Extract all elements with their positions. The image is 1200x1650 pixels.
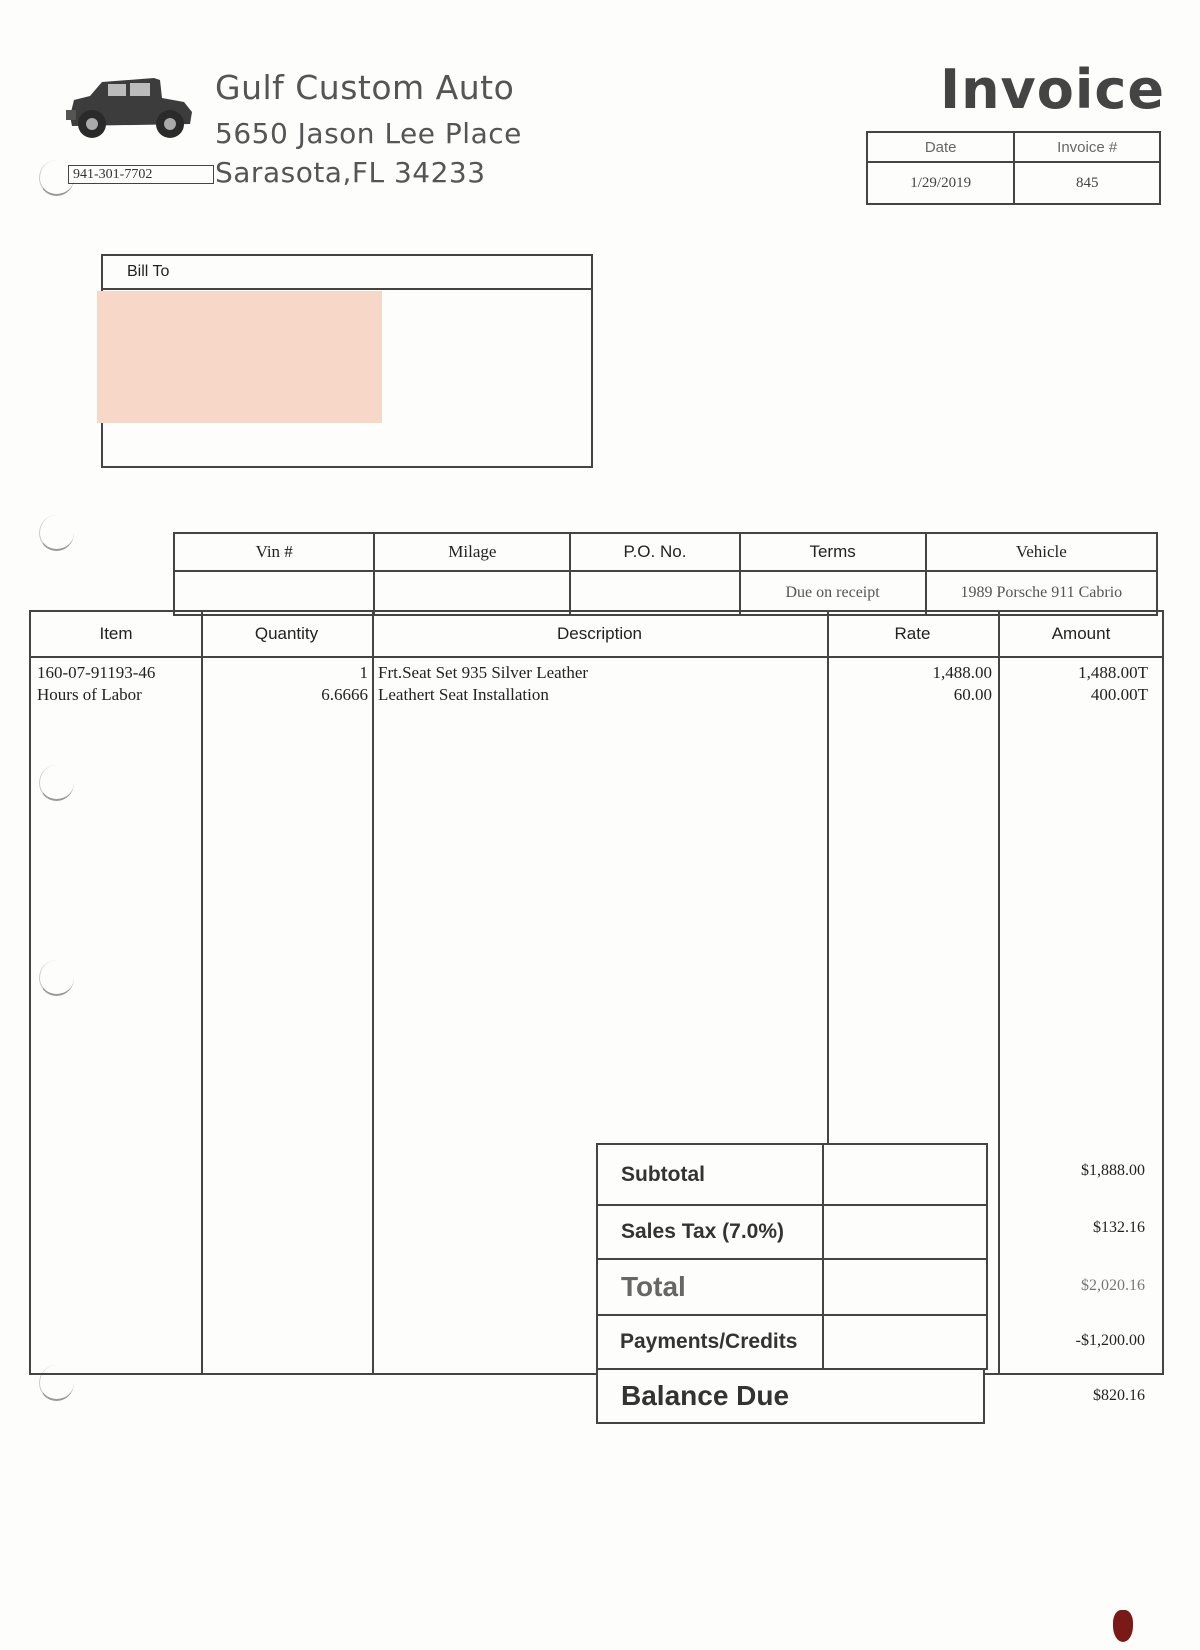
subtotal-row (596, 1143, 988, 1206)
milage-value (374, 571, 570, 615)
balance-due-label: Balance Due (621, 1380, 790, 1411)
rate-col-header: Rate (894, 624, 931, 643)
row-1-item: 160-07-91193-46 (37, 663, 156, 682)
ink-stain (1113, 1610, 1133, 1642)
invoice-meta-table (866, 131, 1161, 205)
vehicle-header: Vehicle (926, 533, 1157, 571)
vehicle-value: 1989 Porsche 911 Cabrio (926, 571, 1157, 615)
vin-value (174, 571, 374, 615)
row-1-rate: 1,488.00 (932, 663, 992, 682)
terms-header: Terms (740, 533, 926, 571)
payments-label: Payments/Credits (598, 1316, 824, 1368)
balance-due-value: $820.16 (1093, 1387, 1145, 1404)
punch-hole (39, 515, 74, 551)
company-phone: 941-301-7702 (68, 165, 214, 184)
invoice-number-label: Invoice # (1014, 132, 1160, 162)
amount-col-header: Amount (1051, 624, 1111, 643)
page-title: Invoice (940, 58, 1165, 121)
vehicle-info-table (173, 532, 1158, 616)
balance-due-row (596, 1368, 985, 1424)
payments-value: -$1,200.00 (1075, 1332, 1145, 1349)
company-name: Gulf Custom Auto (215, 68, 515, 107)
subtotal-value: $1,888.00 (1081, 1162, 1145, 1179)
redacted-address (97, 291, 382, 423)
date-label: Date (867, 132, 1014, 162)
column-divider (201, 612, 203, 1373)
row-1-amount: 1,488.00T (1078, 663, 1148, 682)
terms-value: Due on receipt (740, 571, 926, 615)
invoice-number: 845 (1014, 162, 1160, 204)
total-value: $2,020.16 (1081, 1277, 1145, 1294)
subtotal-label: Subtotal (598, 1145, 824, 1204)
row-2-amount: 400.00T (1090, 685, 1148, 704)
description-col-header: Description (556, 624, 643, 643)
po-value (570, 571, 739, 615)
milage-header: Milage (374, 533, 570, 571)
row-2-rate: 60.00 (953, 685, 992, 704)
sales-tax-label: Sales Tax (7.0%) (598, 1206, 824, 1258)
quantity-col-header: Quantity (254, 624, 319, 643)
column-divider (372, 612, 374, 1373)
total-row (596, 1258, 988, 1316)
row-2-quantity: 6.6666 (321, 685, 368, 704)
row-2-description: Leathert Seat Installation (378, 685, 549, 704)
row-1-description: Frt.Seat Set 935 Silver Leather (378, 663, 589, 682)
company-street: 5650 Jason Lee Place (215, 117, 522, 150)
vintage-car-icon (62, 70, 197, 142)
item-col-header: Item (99, 624, 133, 643)
total-label: Total (598, 1260, 824, 1314)
vin-header: Vin # (174, 533, 374, 571)
sales-tax-row (596, 1204, 988, 1260)
sales-tax-value: $132.16 (1093, 1219, 1145, 1236)
company-city: Sarasota,FL 34233 (215, 156, 486, 189)
payments-row (596, 1314, 988, 1370)
row-1-quantity: 1 (359, 663, 368, 682)
column-divider (998, 612, 1000, 1373)
row-2-item: Hours of Labor (37, 685, 142, 704)
bill-to-label: Bill To (103, 256, 591, 290)
invoice-date: 1/29/2019 (867, 162, 1014, 204)
po-header: P.O. No. (570, 533, 739, 571)
